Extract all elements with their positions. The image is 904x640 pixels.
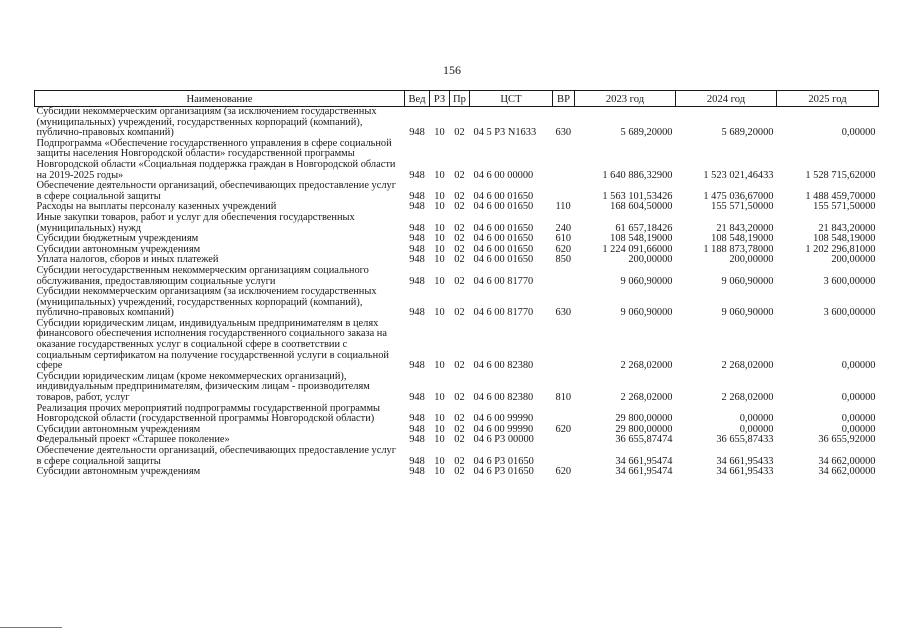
cell-ved: 948	[409, 423, 425, 435]
column-header-2025: 2025 год	[777, 91, 879, 107]
cell-cst: 04 6 00 01650	[473, 201, 534, 213]
cell-vr	[553, 404, 575, 425]
cell-ved: 948	[409, 222, 425, 234]
cell-rz: 10	[434, 392, 445, 404]
cell-vr: 810	[555, 392, 572, 404]
cell-pr: 02	[454, 455, 465, 467]
cell-cst: 04 6 00 00000	[473, 169, 534, 181]
cell-pr: 02	[454, 466, 465, 478]
cell-pr: 02	[454, 254, 465, 266]
cell-rz: 10	[434, 434, 445, 446]
cell-2025: 0,00000	[841, 392, 876, 404]
cell-cst: 04 6 00 01650	[473, 233, 534, 245]
cell-2024: 9 060,90000	[721, 275, 774, 287]
cell-2023: 34 661,95474	[615, 466, 673, 478]
cell-ved: 948	[409, 360, 425, 372]
cell-2024: 0,00000	[739, 413, 774, 425]
cell-vr: 630	[555, 307, 572, 319]
cell-name: Субсидии некоммерческим организациям (за исключением государственных (муниципальных) учреждений, государственных корпораций (компаний), публично-правовых компаний)	[36, 286, 377, 319]
cell-name: Субсидии негосударственным некоммерческим организациям социального обслуживания, предоставляющим социальные услуги	[36, 264, 369, 287]
cell-name: Субсидии юридическим лицам (кроме некоммерческих организаций), индивидуальным предпринимателям, физическим лицам - производителям товаров, работ, услуг	[36, 370, 370, 404]
cell-pr: 02	[454, 190, 465, 202]
cell-vr: 110	[555, 201, 571, 213]
cell-pr: 02	[454, 169, 465, 181]
cell-2025: 0,00000	[841, 127, 876, 139]
table-row	[35, 467, 879, 478]
cell-2024: 21 843,20000	[716, 222, 774, 234]
table-row	[35, 446, 879, 467]
cell-cst: 04 6 00 01650	[473, 243, 534, 255]
budget-table	[34, 90, 879, 478]
cell-cst: 04 6 Р3 01650	[473, 466, 534, 478]
cell-ved: 948	[409, 169, 425, 181]
column-header-cst: ЦСТ	[470, 91, 553, 107]
table-row	[35, 372, 879, 404]
cell-name: Субсидии автономным учреждениям	[36, 466, 201, 478]
column-header-rz: РЗ	[430, 91, 450, 107]
cell-2024: 1 475 036,67000	[703, 190, 774, 202]
cell-2023: 200,00000	[628, 254, 673, 266]
cell-rz: 10	[434, 190, 445, 202]
cell-ved: 948	[409, 307, 425, 319]
cell-vr: 630	[555, 127, 572, 139]
column-header-vr: ВР	[553, 91, 575, 107]
table-row	[35, 213, 879, 234]
cell-ved: 948	[409, 127, 425, 139]
cell-2025: 108 548,19000	[813, 233, 876, 245]
cell-ved: 948	[409, 455, 425, 467]
cell-vr: 240	[555, 222, 572, 234]
cell-ved: 948	[409, 254, 425, 266]
table-row	[35, 287, 879, 319]
cell-2025: 3 600,00000	[823, 275, 876, 287]
column-header-2023: 2023 год	[575, 91, 676, 107]
cell-ved: 948	[409, 434, 425, 446]
cell-name: Иные закупки товаров, работ и услуг для обеспечения государственных (муниципальных) нужд	[36, 211, 355, 234]
cell-cst: 04 6 00 82380	[473, 392, 534, 404]
cell-vr	[553, 139, 575, 181]
cell-rz: 10	[434, 243, 445, 255]
cell-name: Субсидии автономным учреждениям	[36, 243, 201, 255]
cell-cst: 04 6 00 01650	[473, 254, 534, 266]
cell-rz: 10	[434, 169, 445, 181]
cell-pr: 02	[454, 127, 465, 139]
table-row	[35, 181, 879, 202]
cell-cst: 04 6 Р3 00000	[473, 434, 534, 446]
cell-2025: 1 528 715,62000	[805, 169, 876, 181]
table-row	[35, 319, 879, 372]
cell-2025: 0,00000	[841, 360, 876, 372]
cell-2023: 34 661,95474	[615, 455, 673, 467]
cell-cst: 04 6 00 99990	[473, 413, 534, 425]
cell-rz: 10	[434, 201, 445, 213]
cell-name: Обеспечение деятельности организаций, обеспечивающих предоставление услуг в сфере социальной защиты	[36, 180, 397, 202]
table-row	[35, 404, 879, 425]
cell-name: Субсидии некоммерческим организациям (за исключением государственных (муниципальных) учреждений, государственных корпораций (компаний), публично-правовых компаний)	[36, 106, 377, 139]
cell-ved: 948	[409, 466, 425, 478]
cell-rz: 10	[434, 466, 445, 478]
cell-2024: 34 661,95433	[716, 466, 774, 478]
cell-2025: 34 662,00000	[818, 466, 876, 478]
table-row	[35, 107, 879, 139]
cell-rz: 10	[434, 360, 445, 372]
cell-pr: 02	[454, 201, 465, 213]
cell-name: Субсидии автономным учреждениям	[36, 423, 201, 435]
cell-rz: 10	[434, 222, 445, 234]
cell-pr: 02	[454, 360, 465, 372]
cell-2024: 34 661,95433	[716, 455, 774, 467]
cell-rz: 10	[434, 307, 445, 319]
cell-2023: 36 655,87474	[615, 434, 673, 446]
cell-name: Обеспечение деятельности организаций, обеспечивающих предоставление услуг в сфере социальной защиты	[36, 445, 397, 467]
cell-vr	[553, 446, 575, 467]
cell-vr	[553, 319, 575, 372]
cell-2024: 9 060,90000	[721, 307, 774, 319]
cell-vr: 610	[555, 233, 572, 245]
cell-2024: 36 655,87433	[716, 434, 774, 446]
column-header-ved: Вед	[405, 91, 430, 107]
cell-2023: 108 548,19000	[610, 233, 673, 245]
cell-2025: 3 600,00000	[823, 307, 876, 319]
cell-ved: 948	[409, 413, 425, 425]
cell-2025: 0,00000	[841, 423, 876, 435]
cell-name: Подпрограмма «Обеспечение государственного управления в сфере социальной защиты населения Новгородской области» государственной программы Новгородской области «Социальная поддержка граждан в Новгородской области на 2019-2025 годы»	[36, 137, 396, 181]
cell-vr	[553, 266, 575, 287]
cell-rz: 10	[434, 413, 445, 425]
cell-2024: 0,00000	[739, 423, 774, 435]
cell-2025: 0,00000	[841, 413, 876, 425]
cell-name: Федеральный проект «Старшее поколение»	[36, 434, 230, 446]
cell-2025: 155 571,50000	[813, 201, 876, 213]
cell-2025: 36 655,92000	[818, 434, 876, 446]
cell-2024: 200,00000	[729, 254, 774, 266]
cell-pr: 02	[454, 243, 465, 255]
cell-2024: 2 268,02000	[721, 392, 774, 404]
cell-2025: 21 843,20000	[818, 222, 876, 234]
cell-2023: 5 689,20000	[620, 127, 673, 139]
cell-pr: 02	[454, 423, 465, 435]
cell-ved: 948	[409, 201, 425, 213]
cell-vr	[553, 435, 575, 446]
cell-2023: 61 657,18426	[615, 222, 673, 234]
cell-vr: 850	[555, 254, 572, 266]
cell-ved: 948	[409, 275, 425, 287]
cell-2025: 200,00000	[831, 254, 876, 266]
cell-2023: 2 268,02000	[620, 392, 673, 404]
cell-2023: 9 060,90000	[620, 275, 673, 287]
cell-name: Субсидии бюджетным учреждениям	[36, 233, 199, 245]
cell-2023: 29 800,00000	[615, 423, 673, 435]
cell-name: Уплата налогов, сборов и иных платежей	[36, 254, 219, 266]
table-header-row	[35, 91, 879, 107]
table-body	[35, 107, 879, 478]
cell-vr: 620	[555, 243, 572, 255]
cell-cst: 04 6 00 81770	[473, 307, 534, 319]
cell-2023: 1 640 886,32900	[602, 169, 673, 181]
cell-vr	[553, 181, 575, 202]
cell-2024: 155 571,50000	[711, 201, 774, 213]
cell-2025: 1 488 459,70000	[805, 190, 876, 202]
cell-rz: 10	[434, 423, 445, 435]
cell-2024: 1 523 021,46433	[703, 169, 774, 181]
page-number: 156	[443, 63, 461, 77]
cell-pr: 02	[454, 307, 465, 319]
cell-2024: 1 188 873,78000	[703, 243, 774, 255]
cell-pr: 02	[454, 413, 465, 425]
cell-rz: 10	[434, 254, 445, 266]
cell-ved: 948	[409, 392, 425, 404]
column-header-pr: Пр	[450, 91, 470, 107]
cell-2024: 108 548,19000	[711, 233, 774, 245]
cell-ved: 948	[409, 233, 425, 245]
cell-rz: 10	[434, 275, 445, 287]
cell-name: Расходы на выплаты персоналу казенных учреждений	[36, 201, 277, 213]
cell-cst: 04 5 Р3 N1633	[473, 127, 537, 139]
cell-cst: 04 6 00 81770	[473, 275, 534, 287]
cell-2023: 168 604,50000	[610, 201, 673, 213]
cell-2024: 2 268,02000	[721, 360, 774, 372]
cell-cst: 04 6 00 82380	[473, 360, 534, 372]
cell-ved: 948	[409, 190, 425, 202]
cell-pr: 02	[454, 222, 465, 234]
cell-rz: 10	[434, 233, 445, 245]
cell-2023: 2 268,02000	[620, 360, 673, 372]
cell-pr: 02	[454, 233, 465, 245]
cell-pr: 02	[454, 392, 465, 404]
cell-cst: 04 6 00 01650	[473, 222, 534, 234]
cell-vr: 620	[555, 423, 572, 435]
cell-ved: 948	[409, 243, 425, 255]
cell-cst: 04 6 00 01650	[473, 190, 534, 202]
cell-2025: 1 202 296,81000	[805, 243, 876, 255]
column-header-name: Наименование	[35, 91, 405, 107]
cell-rz: 10	[434, 455, 445, 467]
table-row	[35, 139, 879, 181]
cell-pr: 02	[454, 434, 465, 446]
cell-vr: 620	[555, 466, 572, 478]
cell-cst: 04 6 00 99990	[473, 423, 534, 435]
cell-cst: 04 6 Р3 01650	[473, 455, 534, 467]
cell-pr: 02	[454, 275, 465, 287]
cell-rz: 10	[434, 127, 445, 139]
cell-name: Реализация прочих мероприятий подпрограммы государственной программы Новгородской области (государственной программы Новгородской области)	[36, 402, 381, 425]
cell-name: Субсидии юридическим лицам, индивидуальным предпринимателям в целях финансового обеспечения исполнения государственного социального заказа на оказание государственных услуг в социальной сфере в соответствии с социальным сертификатом на получение государственной услуги в социальной сфере	[36, 317, 389, 372]
cell-2025: 34 662,00000	[818, 455, 876, 467]
cell-2024: 5 689,20000	[721, 127, 774, 139]
cell-2023: 29 800,00000	[615, 413, 673, 425]
column-header-2024: 2024 год	[676, 91, 777, 107]
table-row	[35, 266, 879, 287]
footer-rule	[0, 627, 62, 629]
cell-2023: 9 060,90000	[620, 307, 673, 319]
cell-2023: 1 563 101,53426	[602, 190, 673, 202]
cell-2023: 1 224 091,66000	[602, 243, 673, 255]
